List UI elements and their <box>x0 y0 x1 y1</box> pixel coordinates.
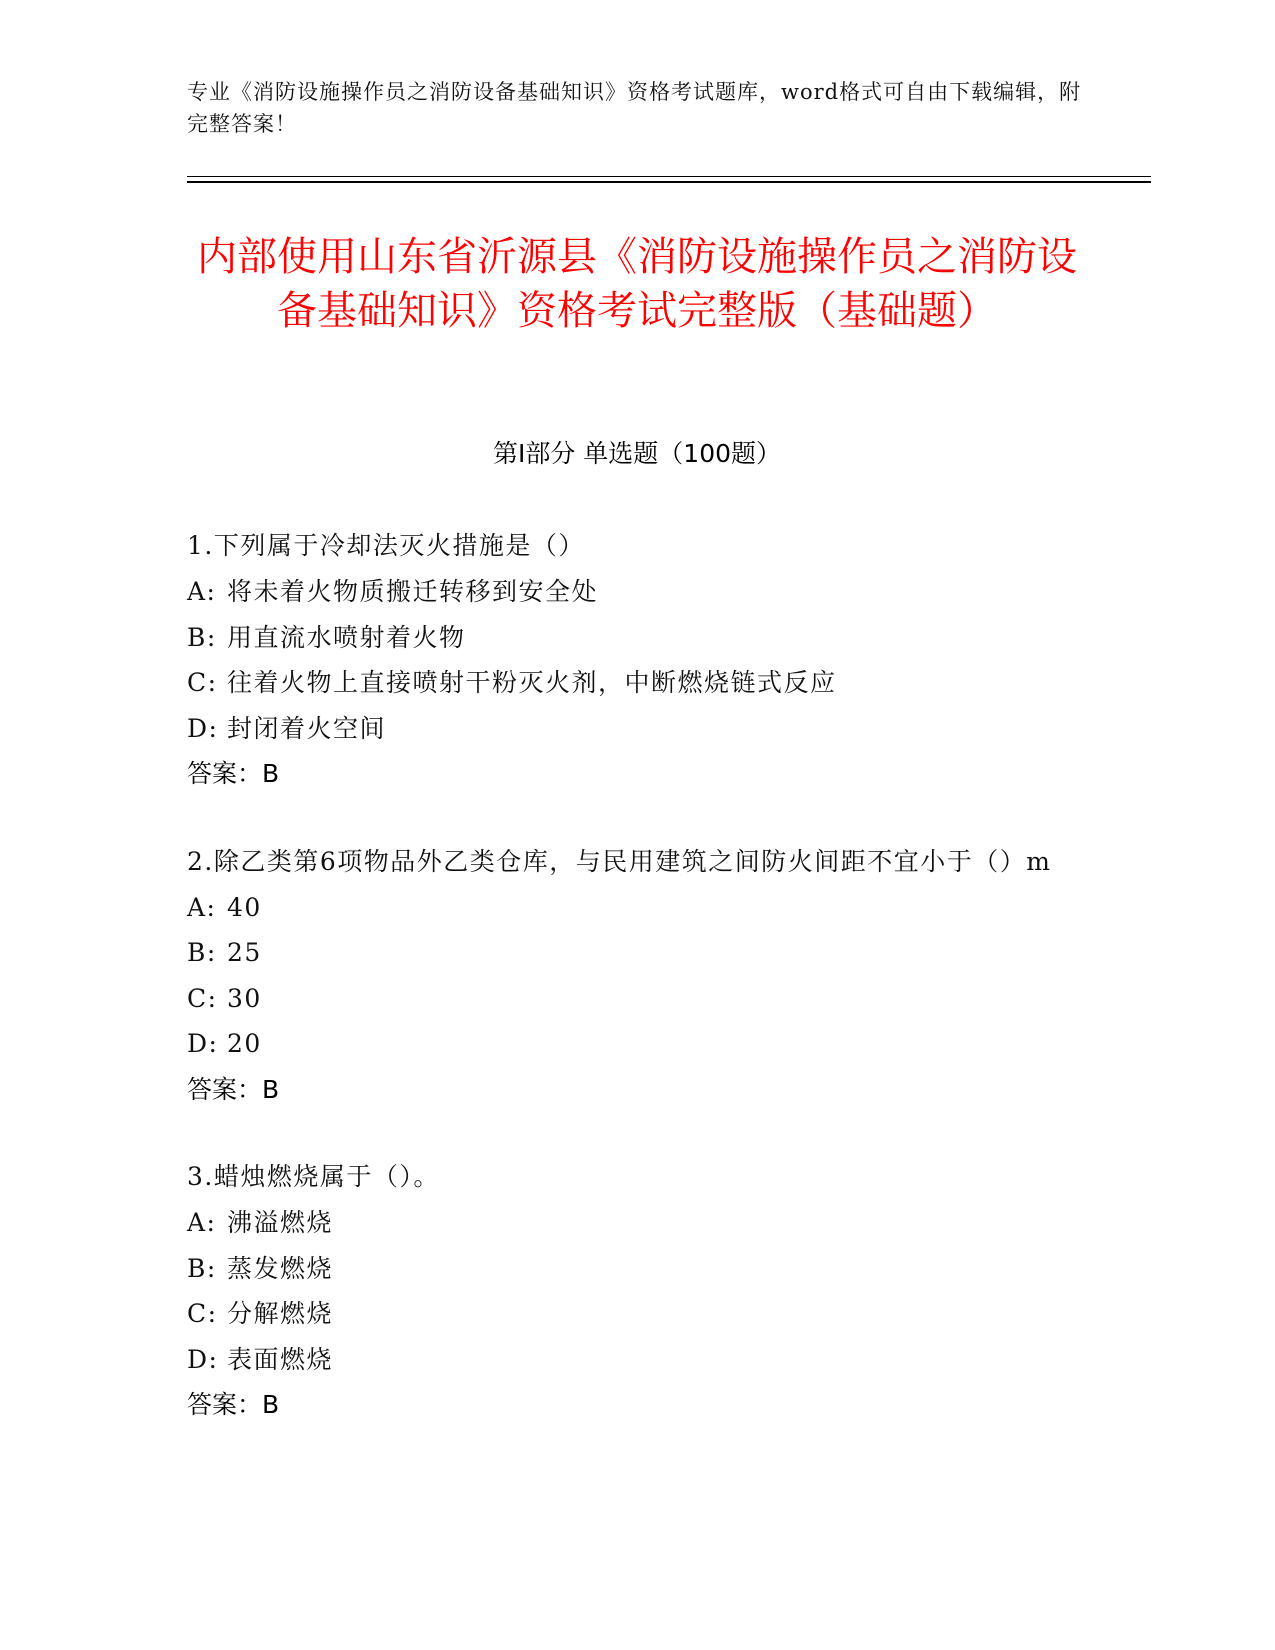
option-text: 将未着火物质搬迁转移到安全处 <box>227 577 599 606</box>
question-stem: 3.蜡烛燃烧属于（）。 <box>187 1162 440 1191</box>
option-text: 表面燃烧 <box>227 1344 334 1374</box>
header-rule-thick <box>187 181 1151 183</box>
option-a <box>187 569 1087 615</box>
question-3 <box>187 1154 1087 1428</box>
option-a <box>187 885 1087 931</box>
option-key: D: <box>187 1344 219 1374</box>
option-b <box>187 930 1087 976</box>
header-note: 专业《消防设施操作员之消防设备基础知识》资格考试题库，word格式可自由下载编辑，附完整答案！ <box>187 80 1082 136</box>
option-key: A: <box>187 577 217 606</box>
option-text: 25 <box>227 938 262 967</box>
option-text: 沸溢燃烧 <box>227 1208 334 1237</box>
answer: 答案：B <box>187 759 280 788</box>
option-c <box>187 976 1087 1022</box>
question-stem: 2.除乙类第6项物品外乙类仓库，与民用建筑之间防火间距不宜小于（）m <box>187 846 1052 876</box>
option-d <box>187 706 1087 752</box>
option-text: 分解燃烧 <box>227 1299 334 1328</box>
option-b <box>187 615 1087 661</box>
option-key: A: <box>187 892 217 922</box>
option-key: C: <box>187 983 218 1013</box>
option-b <box>187 1246 1087 1292</box>
option-key: D: <box>187 713 219 743</box>
option-text: 20 <box>227 1029 262 1058</box>
option-text: 封闭着火空间 <box>227 713 387 743</box>
answer: 答案：B <box>187 1074 280 1104</box>
document-title: 内部使用山东省沂源县《消防设施操作员之消防设备基础知识》资格考试完整版（基础题） <box>197 234 1077 334</box>
answer: 答案：B <box>187 1390 280 1419</box>
option-text: 蒸发燃烧 <box>227 1253 334 1283</box>
question-stem: 1.下列属于冷却法灭火措施是（） <box>187 531 585 560</box>
question-list <box>187 523 1087 1470</box>
question-1 <box>187 523 1087 797</box>
option-d <box>187 1021 1087 1067</box>
option-a <box>187 1200 1087 1246</box>
option-text: 40 <box>227 892 262 922</box>
option-text: 往着火物上直接喷射干粉灭火剂，中断燃烧链式反应 <box>227 668 837 697</box>
option-key: A: <box>187 1208 217 1237</box>
option-c <box>187 660 1087 706</box>
option-key: C: <box>187 1299 218 1328</box>
section-heading: 第Ⅰ部分 单选题（100题） <box>492 439 782 468</box>
option-key: B: <box>187 938 217 967</box>
option-d <box>187 1337 1087 1383</box>
option-key: B: <box>187 622 217 652</box>
header-rule-thin <box>187 176 1151 177</box>
option-text: 30 <box>227 983 262 1013</box>
option-key: C: <box>187 668 218 697</box>
option-c <box>187 1291 1087 1337</box>
option-key: D: <box>187 1029 219 1058</box>
option-key: B: <box>187 1253 217 1283</box>
option-text: 用直流水喷射着火物 <box>227 622 466 652</box>
question-2 <box>187 839 1087 1113</box>
